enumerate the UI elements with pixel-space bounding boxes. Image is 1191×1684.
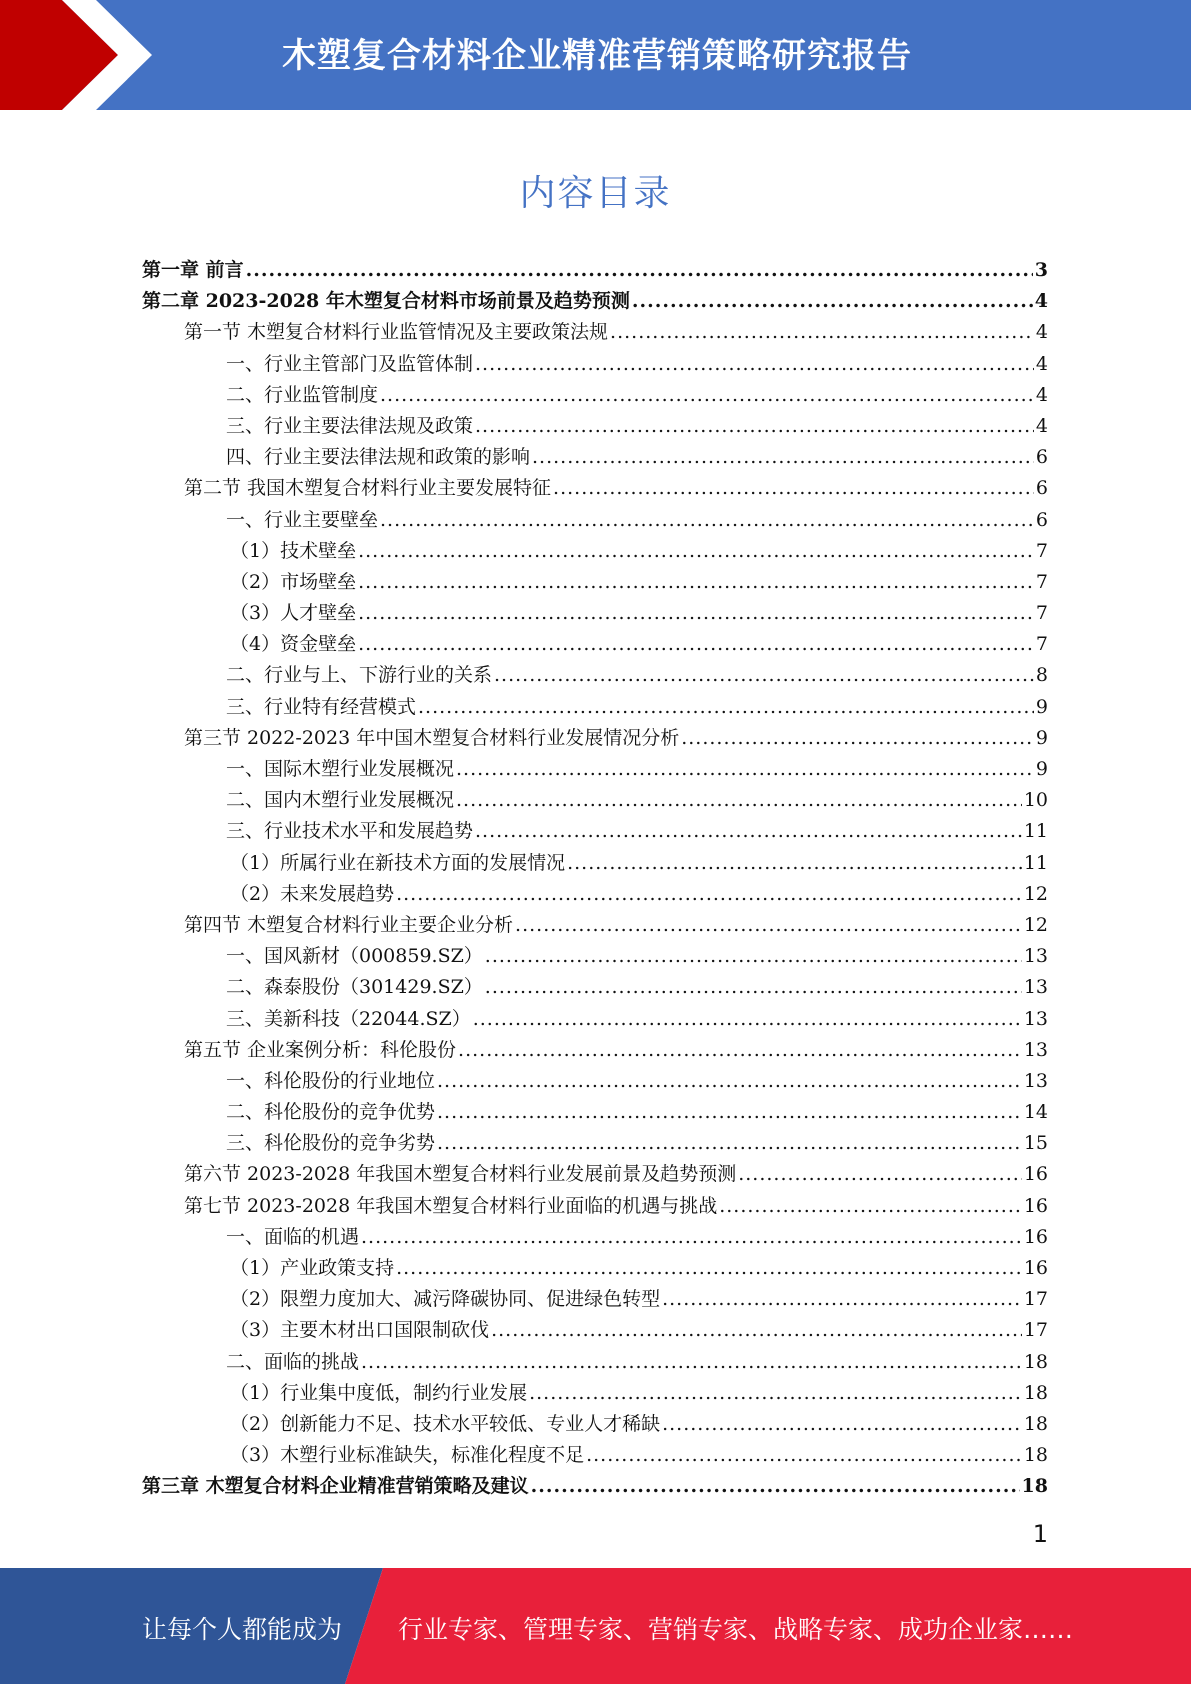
toc-entry-title: 一、行业主要壁垒 [226, 508, 379, 531]
toc-leader-dots [681, 723, 1034, 754]
toc-entry[interactable] [142, 442, 1048, 473]
toc-leader-dots [662, 1284, 1022, 1315]
toc-entry-page: 9 [1035, 758, 1048, 780]
toc-entry-page: 7 [1035, 602, 1048, 625]
toc-entry[interactable] [142, 1315, 1048, 1346]
toc-leader-dots [437, 1066, 1022, 1097]
toc-entry-page: 7 [1035, 570, 1048, 593]
toc-leader-dots [456, 785, 1022, 816]
toc-entry-title: 三、行业主要法律法规及政策 [226, 414, 474, 437]
toc-entry[interactable] [142, 1347, 1048, 1378]
toc-entry[interactable] [142, 536, 1048, 567]
toc-entry-page: 13 [1023, 976, 1048, 999]
toc-entry[interactable] [142, 629, 1048, 660]
toc-entry-title: （3）主要木材出口国限制砍伐 [230, 1319, 490, 1342]
toc-entry-title: 三、美新科技（22044.SZ） [226, 1007, 471, 1030]
toc-entry[interactable] [142, 1128, 1048, 1159]
toc-entry-title: 第二章 2023-2028 年木塑复合材料市场前景及趋势预测 [142, 290, 630, 313]
toc-leader-dots [418, 692, 1034, 723]
toc-entry-title: 三、行业特有经营模式 [226, 695, 417, 718]
toc-entry-page: 7 [1035, 539, 1048, 562]
toc-entry[interactable] [142, 816, 1048, 847]
toc-leader-dots [437, 1128, 1022, 1159]
toc-entry[interactable] [142, 1222, 1048, 1253]
toc-entry[interactable] [142, 972, 1048, 1003]
toc-entry[interactable] [142, 848, 1048, 879]
toc-entry-page: 16 [1023, 1163, 1048, 1186]
toc-entry-page: 4 [1035, 352, 1048, 375]
toc-entry-title: （2）限塑力度加大、减污降碳协同、促进绿色转型 [230, 1288, 661, 1311]
toc-leader-dots [586, 1440, 1022, 1471]
toc-leader-dots [662, 1409, 1022, 1440]
toc-leader-dots [473, 1004, 1022, 1035]
toc-entry-title: 二、行业监管制度 [226, 383, 379, 406]
toc-entry[interactable] [142, 255, 1048, 286]
toc-entry[interactable] [142, 411, 1048, 442]
toc-entry[interactable] [142, 910, 1048, 941]
toc-entry[interactable] [142, 941, 1048, 972]
toc-entry-title: （4）资金壁垒 [230, 633, 357, 656]
toc-entry-page: 16 [1023, 1194, 1048, 1217]
toc-entry-title: 第三章 木塑复合材料企业精准营销策略及建议 [142, 1475, 529, 1498]
toc-leader-dots [567, 848, 1022, 879]
toc-entry-title: 二、行业与上、下游行业的关系 [226, 664, 493, 687]
header-banner [0, 0, 1191, 110]
toc-entry-page: 11 [1023, 851, 1048, 874]
toc-leader-dots [380, 380, 1034, 411]
toc-leader-dots [485, 941, 1022, 972]
toc-leader-dots [475, 349, 1034, 380]
toc-entry-page: 6 [1035, 477, 1048, 500]
toc-entry[interactable] [142, 286, 1048, 317]
toc-entry-title: （1）所属行业在新技术方面的发展情况 [230, 851, 566, 874]
toc-leader-dots [358, 629, 1034, 660]
toc-entry-page: 18 [1023, 1350, 1048, 1373]
toc-entry-title: 二、国内木塑行业发展概况 [226, 789, 455, 812]
toc-leader-dots [529, 1378, 1022, 1409]
footer-slogan-right: 行业专家、管理专家、营销专家、战略专家、成功企业家…… [398, 1615, 1074, 1644]
footer-banner [0, 1568, 1191, 1684]
toc-leader-dots [361, 1347, 1022, 1378]
toc-leader-dots [475, 411, 1034, 442]
toc-entry[interactable] [142, 754, 1048, 785]
table-of-contents [142, 255, 1048, 1503]
toc-entry[interactable] [142, 1378, 1048, 1409]
toc-entry-title: （2）未来发展趋势 [230, 882, 395, 905]
toc-entry-title: 二、森泰股份（301429.SZ） [226, 976, 483, 999]
toc-leader-dots [380, 505, 1034, 536]
toc-leader-dots [491, 1315, 1022, 1346]
toc-entry-title: 第二节 我国木塑复合材料行业主要发展特征 [184, 477, 552, 500]
toc-entry-page: 4 [1034, 290, 1048, 313]
toc-leader-dots [456, 754, 1034, 785]
toc-entry-title: 一、科伦股份的行业地位 [226, 1069, 436, 1092]
chevron-decoration [0, 0, 160, 110]
toc-entry[interactable] [142, 1284, 1048, 1315]
toc-entry[interactable] [142, 1191, 1048, 1222]
toc-entry-title: 第一章 前言 [142, 259, 244, 281]
toc-entry[interactable] [142, 1097, 1048, 1128]
toc-entry[interactable] [142, 598, 1048, 629]
toc-entry[interactable] [142, 505, 1048, 536]
toc-entry-title: 一、国风新材（000859.SZ） [226, 945, 483, 968]
toc-entry[interactable] [142, 349, 1048, 380]
toc-leader-dots [475, 816, 1022, 847]
toc-entry[interactable] [142, 1066, 1048, 1097]
toc-entry[interactable] [142, 692, 1048, 723]
toc-entry-title: （1）产业政策支持 [230, 1257, 395, 1279]
toc-entry-page: 9 [1035, 726, 1048, 749]
toc-entry-page: 4 [1035, 414, 1048, 437]
toc-entry-page: 12 [1023, 913, 1048, 936]
toc-entry[interactable] [142, 879, 1048, 910]
toc-entry[interactable] [142, 317, 1048, 348]
toc-leader-dots [246, 255, 1033, 286]
toc-entry[interactable] [142, 723, 1048, 754]
toc-entry[interactable] [142, 785, 1048, 816]
toc-entry-title: 第六节 2023-2028 年我国木塑复合材料行业发展前景及趋势预测 [184, 1163, 737, 1186]
toc-entry-title: 第七节 2023-2028 年我国木塑复合材料行业面临的机遇与挑战 [184, 1194, 718, 1217]
toc-leader-dots [553, 473, 1034, 504]
toc-leader-dots [396, 879, 1022, 910]
toc-entry-title: 第一节 木塑复合材料行业监管情况及主要政策法规 [184, 321, 609, 344]
toc-entry-page: 12 [1023, 882, 1048, 905]
toc-entry-page: 18 [1023, 1412, 1048, 1435]
toc-entry-page: 10 [1023, 789, 1048, 812]
toc-entry-page: 14 [1023, 1101, 1048, 1124]
toc-entry-page: 3 [1034, 259, 1048, 281]
toc-entry-title: 第五节 企业案例分析：科伦股份 [184, 1038, 457, 1061]
toc-entry-title: （1）行业集中度低，制约行业发展 [230, 1381, 528, 1404]
toc-leader-dots [358, 598, 1034, 629]
toc-entry[interactable] [142, 1409, 1048, 1440]
toc-leader-dots [719, 1191, 1022, 1222]
toc-entry-page: 13 [1023, 945, 1048, 968]
toc-entry-title: 一、国际木塑行业发展概况 [226, 758, 455, 780]
toc-entry-title: 三、行业技术水平和发展趋势 [226, 820, 474, 843]
toc-entry-title: 第四节 木塑复合材料行业主要企业分析 [184, 913, 514, 936]
toc-entry-title: 一、行业主管部门及监管体制 [226, 352, 474, 375]
toc-entry-page: 4 [1035, 383, 1048, 406]
toc-entry[interactable] [142, 1253, 1048, 1284]
toc-entry[interactable] [142, 1035, 1048, 1066]
page-number: 1 [1032, 1520, 1048, 1548]
toc-entry-page: 16 [1023, 1225, 1048, 1248]
toc-entry-page: 15 [1023, 1132, 1048, 1155]
toc-leader-dots [515, 910, 1022, 941]
toc-entry-page: 17 [1023, 1288, 1048, 1311]
toc-entry-title: （3）木塑行业标准缺失，标准化程度不足 [230, 1444, 585, 1467]
toc-leader-dots [610, 317, 1034, 348]
toc-entry-page: 13 [1023, 1069, 1048, 1092]
toc-entry-title: 三、科伦股份的竞争劣势 [226, 1132, 436, 1155]
toc-entry-page: 13 [1023, 1038, 1048, 1061]
toc-entry-page: 17 [1023, 1319, 1048, 1342]
toc-leader-dots [632, 286, 1033, 317]
toc-entry-title: （2）市场壁垒 [230, 570, 357, 593]
toc-entry[interactable] [142, 1004, 1048, 1035]
toc-entry-title: 四、行业主要法律法规和政策的影响 [226, 446, 531, 469]
toc-entry-page: 18 [1021, 1475, 1048, 1498]
report-title: 木塑复合材料企业精准营销策略研究报告 [282, 36, 912, 76]
toc-entry-page: 6 [1035, 508, 1048, 531]
toc-entry-page: 18 [1023, 1381, 1048, 1404]
toc-entry[interactable] [142, 1159, 1048, 1190]
toc-leader-dots [738, 1159, 1022, 1190]
toc-entry[interactable] [142, 567, 1048, 598]
toc-leader-dots [437, 1097, 1022, 1128]
toc-entry-title: （2）创新能力不足、技术水平较低、专业人才稀缺 [230, 1412, 661, 1435]
toc-entry-page: 11 [1023, 820, 1048, 843]
toc-leader-dots [396, 1253, 1022, 1284]
toc-heading: 内容目录 [519, 173, 672, 214]
footer-slogan-left: 让每个人都能成为 [142, 1615, 343, 1644]
toc-entry-page: 8 [1035, 664, 1048, 687]
toc-entry-page: 16 [1023, 1257, 1048, 1279]
toc-leader-dots [458, 1035, 1022, 1066]
toc-entry-title: （1）技术壁垒 [230, 539, 357, 562]
toc-leader-dots [494, 660, 1034, 691]
toc-entry-title: 第三节 2022-2023 年中国木塑复合材料行业发展情况分析 [184, 726, 680, 749]
toc-leader-dots [358, 567, 1034, 598]
toc-entry-title: 一、面临的机遇 [226, 1225, 360, 1248]
toc-entry[interactable] [142, 1440, 1048, 1471]
toc-entry-page: 18 [1023, 1444, 1048, 1467]
toc-entry[interactable] [142, 473, 1048, 504]
toc-entry-page: 9 [1035, 695, 1048, 718]
toc-leader-dots [485, 972, 1022, 1003]
toc-entry-page: 13 [1023, 1007, 1048, 1030]
toc-entry-title: 二、面临的挑战 [226, 1350, 360, 1373]
toc-entry[interactable] [142, 380, 1048, 411]
toc-entry-page: 6 [1035, 446, 1048, 469]
toc-leader-dots [531, 1471, 1020, 1502]
toc-entry[interactable] [142, 1471, 1048, 1502]
toc-entry-page: 7 [1035, 633, 1048, 656]
toc-leader-dots [361, 1222, 1022, 1253]
toc-entry-page: 4 [1035, 321, 1048, 344]
toc-leader-dots [358, 536, 1034, 567]
toc-entry-title: （3）人才壁垒 [230, 602, 357, 625]
toc-entry[interactable] [142, 660, 1048, 691]
toc-leader-dots [532, 442, 1034, 473]
toc-entry-title: 二、科伦股份的竞争优势 [226, 1101, 436, 1124]
